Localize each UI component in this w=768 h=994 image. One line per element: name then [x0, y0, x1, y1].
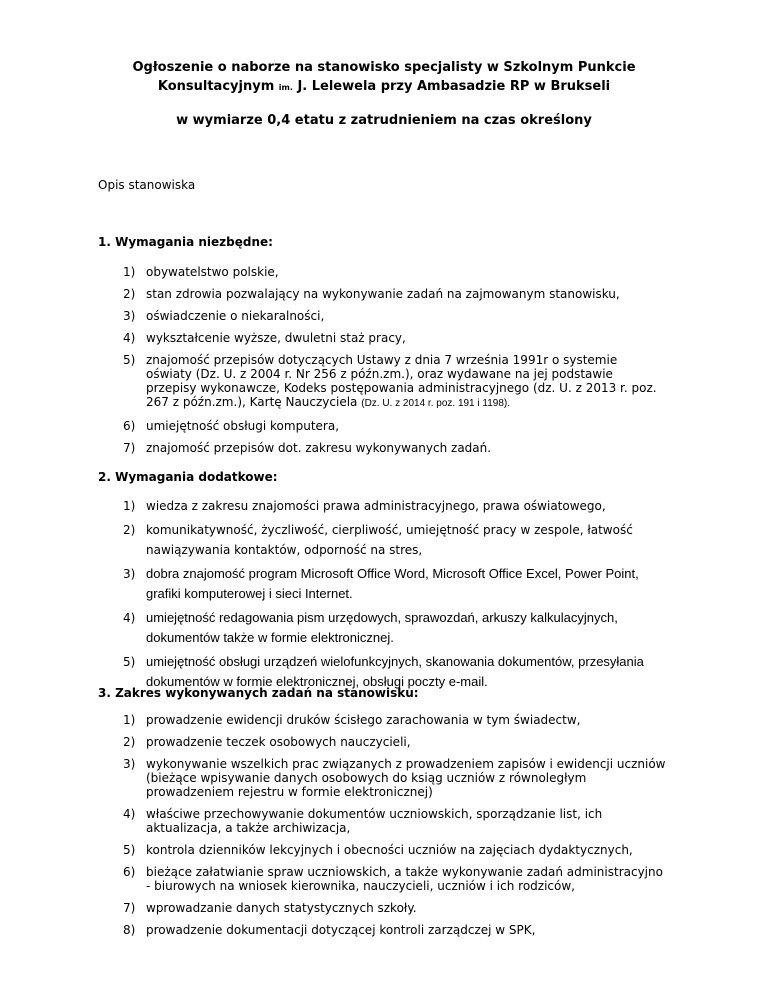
item-text: prowadzenie ewidencji druków ścisłego zarachowania w tym świadectw,: [146, 713, 581, 727]
list-item: [0, 419, 666, 433]
item-text: kontrola dzienników lekcyjnych i obecności uczniów na zajęciach dydaktycznych,: [146, 843, 633, 857]
item-text: znajomość przepisów dot. zakresu wykonywanych zadań.: [146, 441, 492, 455]
item-number: 2): [123, 735, 136, 749]
list-item: [0, 564, 666, 604]
item-number: 3): [123, 567, 136, 581]
section-3-list: [0, 713, 666, 945]
title-line-2-part-a: Konsultacyjnym: [157, 79, 275, 94]
item-text: umiejętność obsługi urządzeń wielofunkcyjnych, skanowania dokumentów, przesyłania dokumentów w formie elektronicznej, obsługi poczty e-mail.: [146, 654, 644, 689]
section-2-list: [0, 496, 666, 696]
list-item: [0, 265, 666, 279]
list-item: [0, 843, 666, 857]
item-text: prowadzenie dokumentacji dotyczącej kontroli zarządczej w SPK,: [146, 923, 536, 937]
item-number: 7): [123, 441, 136, 455]
item-text: wykształcenie wyższe, dwuletni staż pracy,: [146, 331, 406, 345]
item-number: 4): [123, 611, 136, 625]
list-item: [0, 287, 666, 301]
item-number: 6): [123, 419, 136, 433]
list-item: [0, 713, 666, 727]
list-item: [0, 520, 666, 560]
title-line-2-part-b: J. Lelewela przy Ambasadzie RP w Brukseli: [297, 79, 611, 94]
section-3-heading: 3. Zakres wykonywanych zadań na stanowisku:: [98, 686, 419, 700]
list-item: [0, 608, 666, 648]
item-number: 1): [123, 265, 136, 279]
item-number: 8): [123, 923, 136, 937]
list-item: [0, 901, 666, 915]
item-number: 5): [123, 843, 136, 857]
item-text: stan zdrowia pozwalający na wykonywanie zadań na zajmowanym stanowisku,: [146, 287, 620, 301]
item-number: 2): [123, 287, 136, 301]
item-number: 3): [123, 309, 136, 323]
item-number: 3): [123, 757, 136, 771]
item-text: znajomość przepisów dotyczących Ustawy z dnia 7 września 1991r o systemie oświaty (Dz. U. z 2004 r. Nr 256 z późn.zm.), oraz wydawane na jej podstawie przepisy wykonawcze, Kodeks postępowania administracyjnego (dz. U. z 2013 r. poz. 267 z późn.zm.), Kartę Nauczyciela: [146, 353, 657, 409]
item-text: oświadczenie o niekaralności,: [146, 309, 325, 323]
list-item: [0, 496, 666, 516]
item-reference: (Dz. U. z 2014 r. poz. 191 i 1198).: [361, 398, 511, 409]
list-item: [0, 331, 666, 345]
item-number: 6): [123, 865, 136, 879]
list-item: [0, 923, 666, 937]
list-item: [0, 865, 666, 893]
item-number: 7): [123, 901, 136, 915]
item-text: umiejętność redagowania pism urzędowych, sprawozdań, arkuszy kalkulacyjnych, dokumentów także w formie elektronicznej.: [146, 610, 618, 645]
item-text: umiejętność obsługi komputera,: [146, 419, 340, 433]
title-line-2: [0, 77, 768, 97]
item-text: bieżące załatwianie spraw uczniowskich, a także wykonywanie zadań administracyjno - biurowych na wniosek kierownika, nauczycieli, uczniów i ich rodziców,: [146, 865, 663, 893]
list-item: [0, 441, 666, 455]
title-line-2-small: im.: [278, 83, 293, 92]
item-number: 4): [123, 807, 136, 821]
item-number: 5): [123, 655, 136, 669]
item-number: 2): [123, 523, 136, 537]
item-number: 4): [123, 331, 136, 345]
section-label-opis: Opis stanowiska: [98, 178, 196, 192]
item-text: wiedza z zakresu znajomości prawa administracyjnego, prawa oświatowego,: [146, 499, 606, 513]
section-2-heading: 2. Wymagania dodatkowe:: [98, 470, 278, 484]
list-item: [0, 353, 666, 411]
list-item: [0, 807, 666, 835]
item-text: wprowadzanie danych statystycznych szkoły.: [146, 901, 417, 915]
list-item: [0, 757, 666, 799]
list-item: [0, 309, 666, 323]
item-text: prowadzenie teczek osobowych nauczycieli,: [146, 735, 411, 749]
item-text: komunikatywność, życzliwość, cierpliwość, umiejętność pracy w zespole, łatwość nawiązywania kontaktów, odporność na stres,: [146, 523, 633, 557]
list-item: [0, 735, 666, 749]
item-number: 1): [123, 713, 136, 727]
item-text: wykonywanie wszelkich prac związanych z prowadzeniem zapisów i ewidencji uczniów (bieżące wpisywanie danych osobowych do ksiąg uczniów z równoległym prowadzeniem rejestru w formie elektronicznej): [146, 757, 666, 799]
item-number: 5): [123, 353, 136, 367]
item-text: dobra znajomość program Microsoft Office Word, Microsoft Office Excel, Power Point, grafiki komputerowej i sieci Internet.: [146, 566, 639, 601]
document-subtitle: w wymiarze 0,4 etatu z zatrudnieniem na czas określony: [176, 113, 592, 128]
document-title: [0, 58, 768, 97]
item-text: właściwe przechowywanie dokumentów uczniowskich, sporządzanie list, ich aktualizacja, a także archiwizacja,: [146, 807, 603, 835]
section-1-heading: 1. Wymagania niezbędne:: [98, 235, 273, 249]
title-line-1: Ogłoszenie o naborze na stanowisko specjalisty w Szkolnym Punkcie: [132, 60, 636, 75]
section-1-list: [0, 265, 666, 463]
item-number: 1): [123, 499, 136, 513]
item-text: obywatelstwo polskie,: [146, 265, 279, 279]
